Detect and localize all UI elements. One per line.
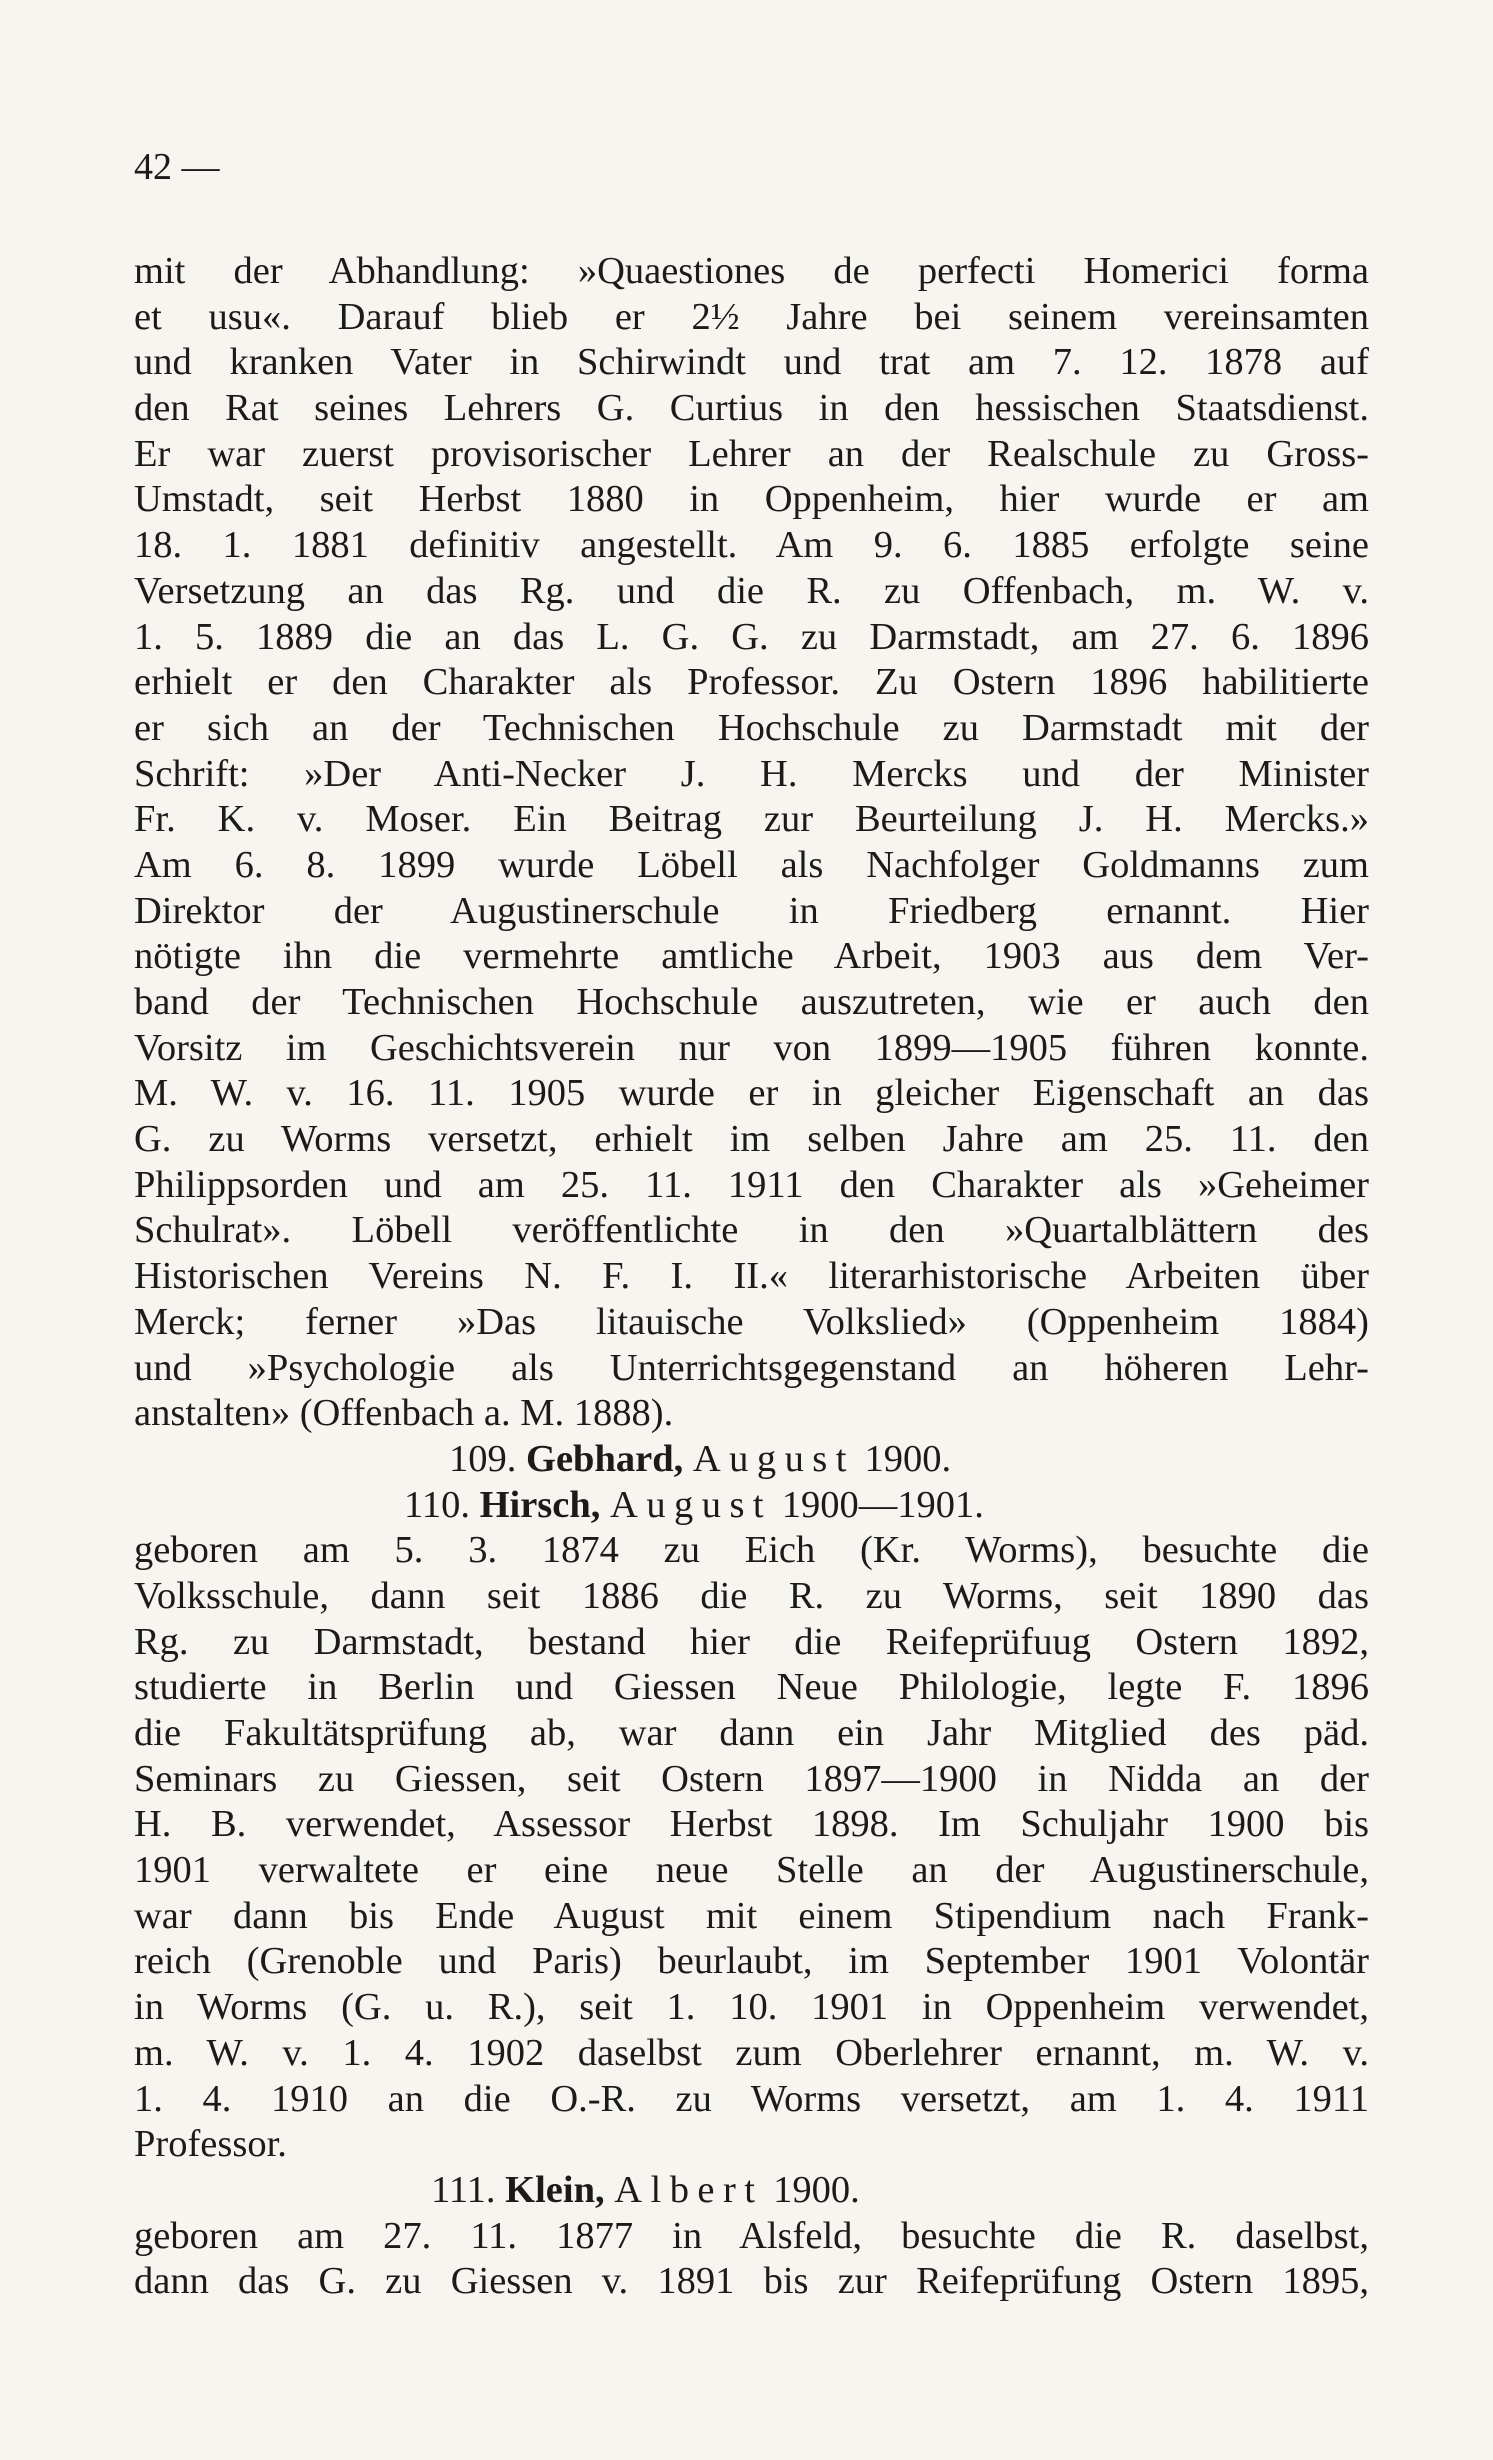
text-line: Er war zuerst provisorischer Lehrer an der Realschule zu Gross- bbox=[134, 432, 1369, 475]
page-body bbox=[134, 249, 1369, 2305]
entry-number: 110. bbox=[404, 1483, 470, 1526]
text-line: den Rat seines Lehrers G. Curtius in den hessischen Staatsdienst. bbox=[134, 387, 1369, 430]
text-line: band der Technischen Hochschule auszutreten, wie er auch den bbox=[134, 981, 1369, 1023]
text-line: und »Psychologie als Unterrichtsgegenstand an höheren Lehr- bbox=[134, 1346, 1369, 1389]
text-line: anstalten» (Offenbach a. M. 1888). bbox=[134, 1392, 674, 1435]
text-line: Direktor der Augustinerschule in Friedberg ernannt. Hier bbox=[134, 889, 1369, 932]
text-line: erhielt er den Charakter als Professor. Zu Ostern 1896 habilitierte bbox=[134, 661, 1369, 704]
text-line: er sich an der Technischen Hochschule zu Darmstadt mit der bbox=[134, 706, 1369, 749]
text-line: war dann bis Ende August mit einem Stipendium nach Frank- bbox=[134, 1894, 1369, 1937]
text-line: dann das G. zu Giessen v. 1891 bis zur Reifeprüfung Ostern 1895, bbox=[134, 2260, 1369, 2303]
text-line: H. B. verwendet, Assessor Herbst 1898. Im Schuljahr 1900 bis bbox=[134, 1803, 1369, 1846]
text-line: 1. 4. 1910 an die O.-R. zu Worms versetzt, am 1. 4. 1911 bbox=[134, 2077, 1369, 2120]
entry-number: 111. bbox=[431, 2168, 496, 2211]
text-line: in Worms (G. u. R.), seit 1. 10. 1901 in Oppenheim verwendet, bbox=[134, 1986, 1369, 2029]
text-line: reich (Grenoble und Paris) beurlaubt, im September 1901 Volontär bbox=[134, 1940, 1369, 1983]
text-line: Schulrat». Löbell veröffentlichte in den »Quartalblättern des bbox=[134, 1209, 1369, 1252]
text-line: Volksschule, dann seit 1886 die R. zu Worms, seit 1890 das bbox=[134, 1574, 1369, 1617]
entry-heading-111 bbox=[134, 2168, 1369, 2214]
text-line: geboren am 5. 3. 1874 zu Eich (Kr. Worms), besuchte die bbox=[134, 1529, 1369, 1572]
entry-years: 1900. bbox=[773, 2168, 860, 2211]
text-line: Schrift: »Der Anti-Necker J. H. Mercks und der Minister bbox=[134, 752, 1369, 795]
text-line: Vorsitz im Geschichtsverein nur von 1899—1905 führen konnte. bbox=[134, 1026, 1369, 1069]
text-line: Rg. zu Darmstadt, bestand hier die Reifeprüfuug Ostern 1892, bbox=[134, 1620, 1369, 1663]
text-line: Am 6. 8. 1899 wurde Löbell als Nachfolger Goldmanns zum bbox=[134, 843, 1369, 886]
text-line: die Fakultätsprüfung ab, war dann ein Jahr Mitglied des päd. bbox=[134, 1712, 1369, 1754]
text-line: nötigte ihn die vermehrte amtliche Arbeit, 1903 aus dem Ver- bbox=[134, 935, 1369, 978]
entry-heading-109 bbox=[134, 1437, 1369, 1483]
text-line: Historischen Vereins N. F. I. II.« literarhistorische Arbeiten über bbox=[134, 1255, 1369, 1298]
text-line: Versetzung an das Rg. und die R. zu Offenbach, m. W. v. bbox=[134, 569, 1369, 612]
entry-surname: Hirsch, bbox=[479, 1483, 601, 1526]
entry-given-name: Albert bbox=[614, 2168, 764, 2211]
text-line: mit der Abhandlung: »Quaestiones de perfecti Homerici forma bbox=[134, 250, 1369, 292]
text-line: Professor. bbox=[134, 2123, 287, 2166]
text-line: 18. 1. 1881 definitiv angestellt. Am 9. 6. 1885 erfolgte seine bbox=[134, 524, 1369, 567]
text-line: und kranken Vater in Schirwindt und trat am 7. 12. 1878 auf bbox=[134, 341, 1369, 384]
text-line: geboren am 27. 11. 1877 in Alsfeld, besuchte die R. daselbst, bbox=[134, 2214, 1369, 2257]
entry-years: 1900. bbox=[864, 1437, 952, 1480]
text-line: Umstadt, seit Herbst 1880 in Oppenheim, hier wurde er am bbox=[134, 478, 1369, 521]
text-line: Merck; ferner »Das litauische Volkslied» (Oppenheim 1884) bbox=[134, 1300, 1369, 1343]
entry-surname: Gebhard, bbox=[526, 1437, 684, 1480]
page-number: 42 — bbox=[134, 146, 220, 188]
text-line: Fr. K. v. Moser. Ein Beitrag zur Beurteilung J. H. Mercks.» bbox=[134, 798, 1369, 841]
text-line: M. W. v. 16. 11. 1905 wurde er in gleicher Eigenschaft an das bbox=[134, 1072, 1369, 1115]
text-line: studierte in Berlin und Giessen Neue Philologie, legte F. 1896 bbox=[134, 1666, 1369, 1709]
text-line: m. W. v. 1. 4. 1902 daselbst zum Oberlehrer ernannt, m. W. v. bbox=[134, 2031, 1369, 2074]
entry-number: 109. bbox=[449, 1437, 517, 1480]
text-line: G. zu Worms versetzt, erhielt im selben Jahre am 25. 11. den bbox=[134, 1118, 1369, 1161]
text-line: et usu«. Darauf blieb er 2½ Jahre bei seinem vereinsamten bbox=[134, 295, 1369, 338]
text-line: 1901 verwaltete er eine neue Stelle an der Augustinerschule, bbox=[134, 1849, 1369, 1892]
text-line: 1. 5. 1889 die an das L. G. G. zu Darmstadt, am 27. 6. 1896 bbox=[134, 615, 1369, 658]
entry-heading-110 bbox=[134, 1483, 1369, 1529]
text-line: Seminars zu Giessen, seit Ostern 1897—1900 in Nidda an der bbox=[134, 1757, 1369, 1800]
entry-given-name: August bbox=[692, 1437, 855, 1480]
text-line: Philippsorden und am 25. 11. 1911 den Charakter als »Geheimer bbox=[134, 1163, 1369, 1206]
entry-years: 1900—1901. bbox=[781, 1483, 984, 1526]
entry-given-name: August bbox=[610, 1483, 773, 1526]
entry-surname: Klein, bbox=[505, 2168, 605, 2211]
